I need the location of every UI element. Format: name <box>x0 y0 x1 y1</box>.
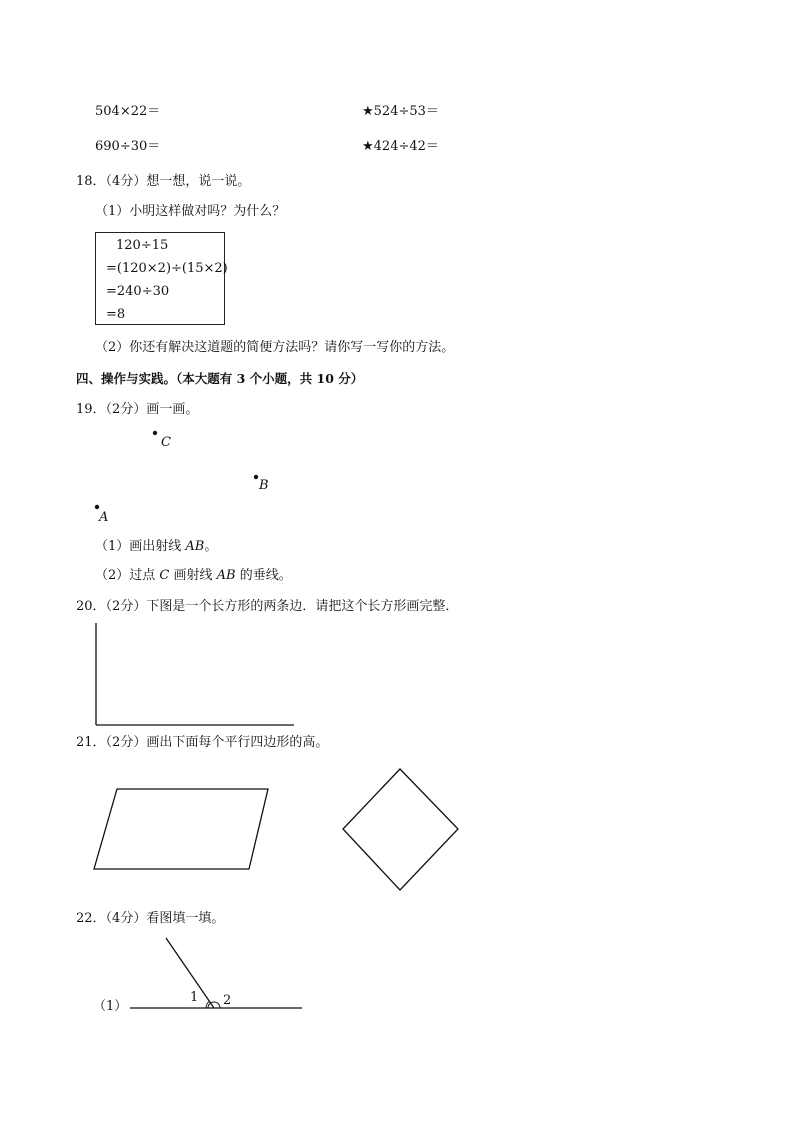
q22-part-label: （1） <box>93 999 128 1014</box>
q18-box-line-2: =(120×2)÷(15×2) <box>106 261 228 276</box>
calc-expression-1: 504×22＝ <box>95 104 161 119</box>
q18-box-line-4: =8 <box>106 307 126 322</box>
q20-stem: 20．（2分）下图是一个长方形的两条边．请把这个长方形画完整． <box>76 599 459 614</box>
q19-stem: 19．（2分）画一画。 <box>76 402 199 417</box>
q19-sub2-mid: 画射线 <box>169 568 217 583</box>
calc-expression-3: 690÷30＝ <box>95 139 161 154</box>
angle-label-1: 1 <box>190 990 199 1005</box>
point-a <box>95 505 99 509</box>
q18-stem: 18．（4分）想一想，说一说。 <box>76 174 251 189</box>
q18-sub1: （1）小明这样做对吗？为什么？ <box>95 204 286 219</box>
q21-stem: 21．（2分）画出下面每个平行四边形的高。 <box>76 735 329 750</box>
point-label-c: C <box>161 435 171 450</box>
q19-sub1-end: 。 <box>204 539 218 554</box>
section-4-title: 四、操作与实践。（本大题有 3 个小题，共 10 分） <box>76 371 364 386</box>
q18-box-line-1: 120÷15 <box>116 238 169 253</box>
point-c <box>153 431 157 435</box>
q18-box-line-3: =240÷30 <box>106 284 170 299</box>
q19-sub2-text: （2）过点 <box>95 568 160 583</box>
q19-sub2-end: 的垂线。 <box>235 568 292 583</box>
q18-sub2: （2）你还有解决这道题的简便方法吗？请你写一写你的方法。 <box>95 340 455 355</box>
angle-slanted-line <box>166 938 214 1008</box>
angle-label-2: 2 <box>223 993 232 1008</box>
q19-sub2-point: C <box>159 568 170 583</box>
q19-sub2-ray: AB <box>216 568 236 583</box>
q19-sub1-text: （1）画出射线 <box>95 539 186 554</box>
q19-sub1-ray: AB <box>185 539 205 554</box>
point-b <box>254 475 258 479</box>
calc-expression-2: ★524÷53＝ <box>362 104 439 119</box>
parallelogram-1 <box>94 789 268 869</box>
parallelogram-rhombus <box>343 769 458 890</box>
q22-stem: 22．（4分）看图填一填。 <box>76 911 225 926</box>
point-label-a: A <box>99 510 109 525</box>
point-label-b: B <box>259 478 269 493</box>
calc-expression-4: ★424÷42＝ <box>362 139 439 154</box>
